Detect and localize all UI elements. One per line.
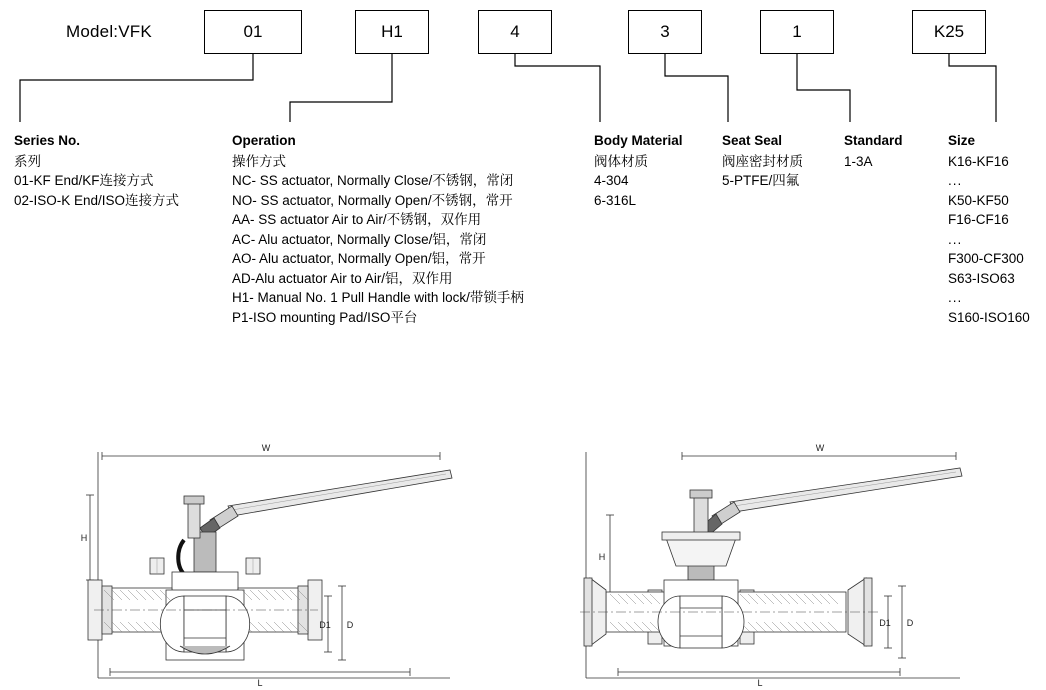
kf-dim-l: L	[257, 678, 263, 688]
column-body-material-line-1: 4-304	[594, 173, 629, 188]
iso-dim-l: L	[757, 678, 763, 688]
column-series-no-line-1: 01-KF End/KF连接方式	[14, 173, 154, 188]
kf-dim-d: D	[346, 620, 354, 630]
column-series-no-head: Series No.	[14, 133, 81, 148]
column-body-material-head: Body Material	[594, 133, 683, 148]
column-operation-line-0: 操作方式	[232, 153, 286, 169]
column-operation-line-5: AO- Alu actuator, Normally Open/铝，常开	[232, 251, 486, 266]
column-operation-line-7: H1- Manual No. 1 Pull Handle with lock/带锁手柄	[232, 290, 524, 305]
kf-dim-w: W	[261, 443, 271, 453]
column-size-head: Size	[948, 133, 976, 148]
column-body-material	[594, 131, 683, 210]
kf-dim-d1: D1	[319, 620, 331, 630]
kf-dim-h: H	[80, 533, 88, 543]
operation-code-value: H1	[381, 22, 403, 41]
operation-code-box	[355, 10, 429, 54]
column-operation-head: Operation	[232, 133, 296, 148]
iso-valve-drawing	[570, 440, 990, 690]
series-code-value: 01	[243, 22, 263, 41]
iso-dim-d: D	[906, 618, 914, 628]
column-standard-line-0: 1-3A	[844, 153, 873, 169]
column-operation-line-1: NC- SS actuator, Normally Close/不锈钢，常闭	[232, 173, 514, 188]
column-size-line-3: F16-CF16	[948, 212, 1009, 227]
column-seat-seal-line-1: 5-PTFE/四氟	[722, 173, 800, 188]
column-operation-line-3: AA- SS actuator Air to Air/不锈钢，双作用	[232, 212, 482, 227]
column-size-line-8: S160-ISO160	[948, 309, 1030, 325]
column-body-material-line-0: 阀体材质	[594, 153, 648, 169]
model-label: Model:VFK	[66, 22, 152, 41]
seat-seal-code-value: 3	[660, 22, 670, 41]
body-material-code-value: 4	[510, 22, 520, 41]
seat-seal-code-box	[628, 10, 702, 54]
column-body-material-line-2: 6-316L	[594, 192, 637, 208]
column-series-no	[14, 131, 179, 210]
column-seat-seal-head: Seat Seal	[722, 133, 783, 148]
column-standard-head: Standard	[844, 133, 903, 148]
column-series-no-line-2: 02-ISO-K End/ISO连接方式	[14, 192, 180, 208]
column-size-line-7: ...	[948, 290, 963, 305]
standard-code-value: 1	[792, 22, 802, 41]
column-operation	[232, 131, 524, 327]
iso-dim-h: H	[598, 552, 606, 562]
column-series-no-line-0: 系列	[14, 153, 41, 169]
column-operation-line-4: AC- Alu actuator, Normally Close/铝，常闭	[232, 231, 487, 247]
size-code-box	[912, 10, 986, 54]
column-standard	[844, 131, 903, 171]
column-size-line-2: K50-KF50	[948, 192, 1009, 208]
column-size-line-5: F300-CF300	[948, 251, 1024, 266]
column-size-line-1: ...	[948, 173, 963, 188]
column-operation-line-8: P1-ISO mounting Pad/ISO平台	[232, 309, 418, 325]
column-operation-line-6: AD-Alu actuator Air to Air/铝，双作用	[232, 270, 453, 286]
column-size-line-6: S63-ISO63	[948, 270, 1015, 286]
body-material-code-box	[478, 10, 552, 54]
column-size-line-0: K16-KF16	[948, 153, 1009, 169]
iso-dim-d1: D1	[879, 618, 891, 628]
kf-valve-drawing	[80, 440, 480, 690]
size-code-value: K25	[933, 22, 965, 41]
column-seat-seal-line-0: 阀座密封材质	[722, 153, 803, 169]
standard-code-box	[760, 10, 834, 54]
column-size	[948, 131, 1030, 327]
iso-dim-w: W	[815, 443, 825, 453]
column-seat-seal	[722, 131, 803, 191]
column-size-line-4: ...	[948, 231, 963, 247]
column-operation-line-2: NO- SS actuator, Normally Open/不锈钢，常开	[232, 192, 513, 208]
series-code-box	[204, 10, 302, 54]
